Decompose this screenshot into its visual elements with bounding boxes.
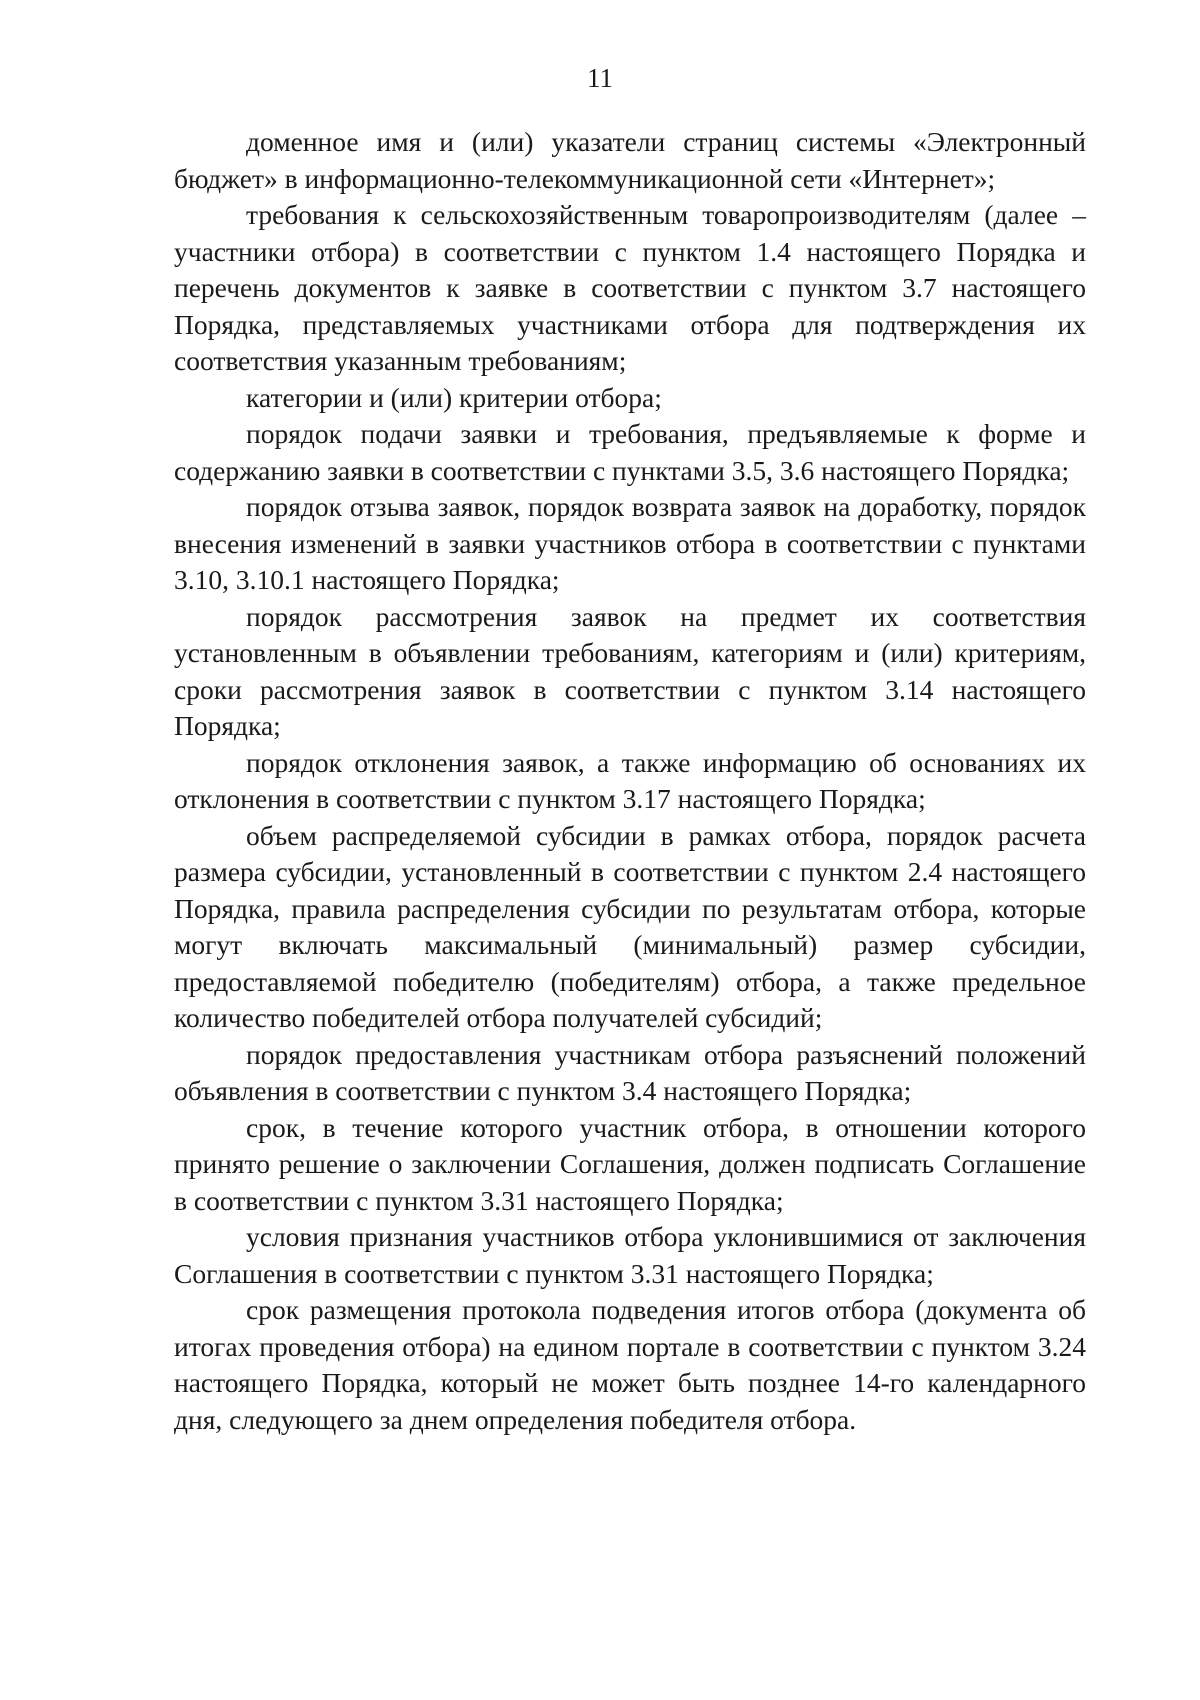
paragraph-application-submission: порядок подачи заявки и требования, предъявляемые к форме и содержанию заявки в соответствии с пунктами 3.5, 3.6 настоящего Порядка; — [174, 418, 1086, 486]
paragraph-subsidy-volume: объем распределяемой субсидии в рамках отбора, порядок расчета размера субсидии, установленный в соответствии с пунктом 2.4 настоящего Порядка, правила распределения субсидии по результатам отбора, которые могут включать максимальный (минимальный) размер субсидии, предоставляемой победителю (победителям) отбора, а также предельное количество победителей отбора получателей субсидий; — [174, 819, 1086, 1033]
paragraph-application-rejection: порядок отклонения заявок, а также информацию об основаниях их отклонения в соответствии с пунктом 3.17 настоящего Порядка; — [174, 746, 1086, 814]
paragraph-protocol-publication: срок размещения протокола подведения итогов отбора (документа об итогах проведения отбора) на едином портале в соответствии с пунктом 3.24 настоящего Порядка, который не может быть позднее 14-го календарного дня, следующего за днем определения победителя отбора. — [174, 1294, 1086, 1435]
paragraph-application-withdrawal: порядок отзыва заявок, порядок возврата заявок на доработку, порядок внесения изменений в заявки участников отбора в соответствии с пунктами 3.10, 3.10.1 настоящего Порядка; — [174, 491, 1086, 595]
paragraph-selection-criteria: категории и (или) критерии отбора; — [246, 381, 662, 413]
paragraph-agreement-signing-deadline: срок, в течение которого участник отбора, в отношении которого принято решение о заключении Соглашения, должен подписать Соглашение в соответствии с пунктом 3.31 настоящего Порядка; — [174, 1111, 1086, 1216]
paragraph-application-review: порядок рассмотрения заявок на предмет их соответствия установленным в объявлении требованиям, категориям и (или) критериям, сроки рассмотрения заявок в соответствии с пунктом 3.14 настоящего Порядка; — [174, 600, 1086, 741]
paragraph-clarifications: порядок предоставления участникам отбора разъяснений положений объявления в соответствии с пунктом 3.4 настоящего Порядка; — [174, 1038, 1086, 1106]
document-body — [174, 124, 1086, 1438]
paragraph-evasion-conditions: условия признания участников отбора уклонившимися от заключения Соглашения в соответствии с пунктом 3.31 настоящего Порядка; — [174, 1221, 1086, 1289]
page-number: 11 — [587, 63, 613, 93]
paragraph-participant-requirements: требования к сельскохозяйственным товаропроизводителям (далее – участники отбора) в соответствии с пунктом 1.4 настоящего Порядка и перечень документов к заявке в соответствии с пунктом 3.7 настоящего Порядка, представляемых участниками отбора для подтверждения их соответствия указанным требованиям; — [174, 199, 1086, 376]
paragraph-domain-name: доменное имя и (или) указатели страниц системы «Электронный бюджет» в информационно-телекоммуникационной сети «Интернет»; — [174, 126, 1086, 194]
